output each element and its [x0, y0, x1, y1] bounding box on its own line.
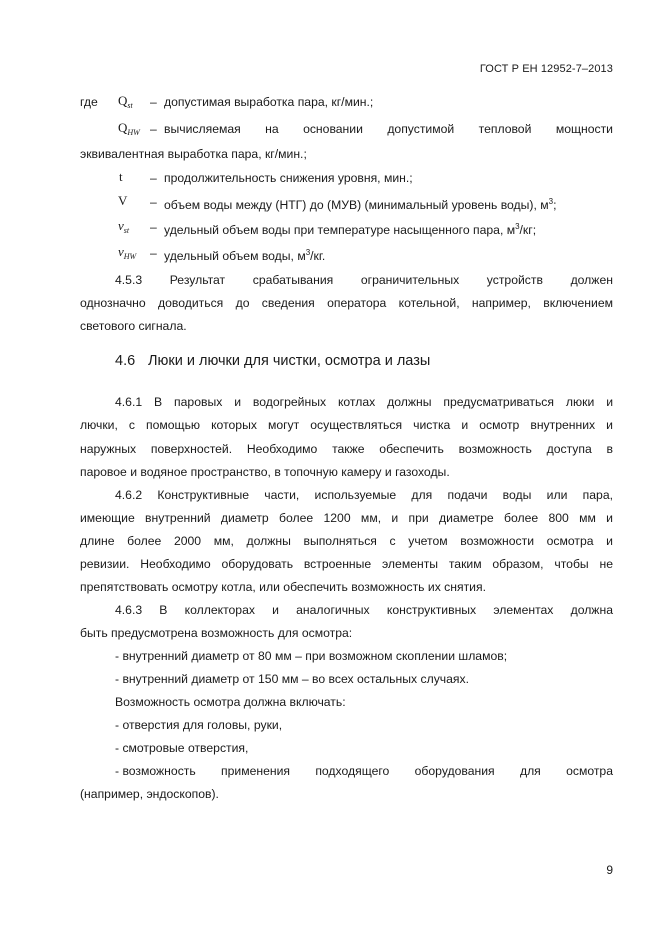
list-item: - внутренний диаметр от 150 мм – во всех остальных случаях.: [115, 672, 470, 686]
definition-text: объем воды между (НТГ) до (МУВ) (минимальный уровень воды), $м^3$;: [164, 197, 557, 212]
paragraph-line: однозначно доводиться до сведения оператора котельной, например, включением: [80, 296, 613, 310]
paragraph-line: 4.6.3 В коллекторах и аналогичных конструктивных элементах должна: [115, 603, 613, 617]
list-item-continuation: (например, эндоскопов).: [80, 787, 219, 801]
document-page: ГОСТ Р ЕН 12952-7–2013 где $Q_{st}$ – допустимая выработка пара, кг/мин.; $Q_{HW}$ – вычисляемая на основании допустимой тепловой мощности эквивалентная выработка пара, кг/мин.; t – продолжительность снижения уровня, мин.; V – объем воды между (НТГ) до (МУВ) (минимальный уровень воды), $м^3$; $v_{st}$ – удельный объем воды при температуре насыщенного пара, $м^3/кг$; $v_{HW}$ – удельный объем воды, $м^3/кг$. 4.5.3 Результат срабатывания ограничительных устройств должен однозначно доводиться до сведения оператора котельной, например, включением светового сигнала. 4.6 Люки и лючки для чистки, осмотра и лазы 4.6.1 В паровых и водогрейных котлах должны предусматриваться люки и лючки, с помощью которых могут осуществляться чистка и осмотр внутренних и наружных поверхностей. Необходимо также обеспечить возможность доступа в паровое и водяное пространство, в топочную камеру и газоходы. 4.6.2 Конструктивные части, используемые для подачи воды или пара, имеющие внутренний диаметр более 1200 мм, и при диаметре более 800 мм и длине более 2000 мм, должны выполняться с учетом возможности осмотра и ревизии. Необходимо оборудовать встроенные элементы таким образом, чтобы не препятствовать осмотру котла, или обеспечить возможность их снятия. 4.6.3 В коллекторах и аналогичных конструктивных элементах должна быть предусмотрена возможность для осмотра: - внутренний диаметр от 80 мм – при возможном скоплении шламов; - внутренний диаметр от 150 мм – во всех остальных случаях. Возможность осмотра должна включать: - отверстия для головы, руки, - смотровые отверстия, - возможность применения подходящего оборудования для осмотра (например, эндоскопов). 9: [0, 0, 661, 935]
definition-continuation: эквивалентная выработка пара, кг/мин.;: [80, 147, 307, 161]
list-item: - внутренний диаметр от 80 мм – при возможном скоплении шламов;: [115, 649, 508, 663]
list-item: - возможность применения подходящего оборудования для осмотра: [115, 764, 613, 778]
section-number: 4.6: [115, 353, 136, 369]
page-number: 9: [606, 863, 613, 877]
standard-header: ГОСТ Р ЕН 12952-7–2013: [479, 63, 613, 75]
symbol-v-st: $v_{st}$: [118, 218, 130, 235]
list-item: - отверстия для головы, руки,: [115, 718, 283, 732]
symbol-q-hw: $Q_{HW}$: [118, 120, 140, 137]
definition-text: допустимая выработка пара, кг/мин.;: [164, 95, 374, 109]
symbol-t: t: [119, 169, 123, 184]
paragraph-line: 4.5.3 Результат срабатывания ограничительных устройств должен: [115, 273, 613, 287]
paragraph-line: препятствовать осмотру котла, или обеспечить возможность их снятия.: [80, 580, 486, 594]
definition-text: вычисляемая на основании допустимой тепловой мощности: [164, 122, 613, 136]
where-word: где: [80, 95, 98, 109]
section-title: Люки и лючки для чистки, осмотра и лазы: [148, 353, 431, 369]
paragraph-line: 4.6.1 В паровых и водогрейных котлах должны предусматриваться люки и: [115, 395, 613, 409]
definition-text: удельный объем воды при температуре насыщенного пара, $м^3/кг$;: [164, 222, 537, 237]
paragraph-line: Возможность осмотра должна включать:: [115, 695, 346, 709]
symbol-v: V: [118, 193, 128, 208]
paragraph-line: светового сигнала.: [80, 319, 187, 333]
list-item: - смотровые отверстия,: [115, 741, 249, 755]
paragraph-line: 4.6.2 Конструктивные части, используемые для подачи воды или пара,: [115, 488, 613, 502]
section-heading-4-6: [115, 353, 430, 369]
definition-text: удельный объем воды, $м^3/кг$.: [164, 248, 326, 263]
paragraph-line: наружных поверхностей. Необходимо также обеспечить возможность доступа в: [80, 442, 613, 456]
paragraph-line: длине более 2000 мм, должны выполняться с учетом возможности осмотра и: [80, 534, 613, 548]
definition-text: продолжительность снижения уровня, мин.;: [164, 171, 413, 185]
symbol-q-st: $Q_{st}$: [118, 93, 133, 110]
symbol-v-hw: $v_{HW}$: [118, 244, 137, 261]
paragraph-line: ревизии. Необходимо оборудовать встроенные элементы таким образом, чтобы не: [80, 557, 613, 571]
paragraph-line: имеющие внутренний диаметр более 1200 мм, и при диаметре более 800 мм и: [80, 511, 613, 525]
paragraph-line: лючки, с помощью которых могут осуществляться чистка и осмотр внутренних и: [80, 418, 613, 432]
paragraph-line: быть предусмотрена возможность для осмотра:: [80, 626, 353, 640]
paragraph-line: паровое и водяное пространство, в топочную камеру и газоходы.: [80, 465, 450, 479]
